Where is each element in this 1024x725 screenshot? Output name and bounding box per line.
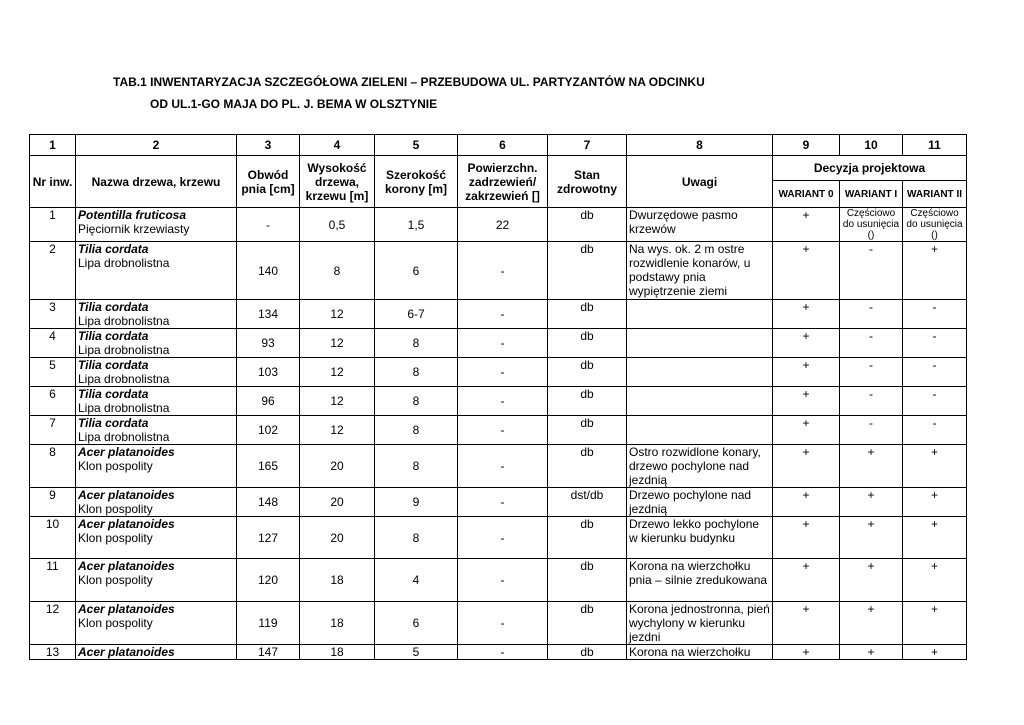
row-stan: dst/db xyxy=(548,488,627,517)
row-obwod: 134 xyxy=(237,300,300,329)
row-obwod: 148 xyxy=(237,488,300,517)
table-row xyxy=(30,387,967,416)
row-uwagi xyxy=(627,416,773,445)
row-obwod: 93 xyxy=(237,329,300,358)
row-name xyxy=(76,329,237,358)
row-uwagi: Ostro rozwidlone konary, drzewo pochylone nad jezdnią xyxy=(627,445,773,488)
table-row xyxy=(30,416,967,445)
row-nr: 8 xyxy=(30,445,76,488)
row-powierzchnia: - xyxy=(458,445,548,488)
row-wariant-1: + xyxy=(840,445,903,488)
row-powierzchnia: - xyxy=(458,602,548,645)
row-powierzchnia: - xyxy=(458,329,548,358)
column-number: 2 xyxy=(76,135,237,156)
row-obwod: 165 xyxy=(237,445,300,488)
latin-name: Tilia cordata xyxy=(78,387,149,401)
polish-name: Lipa drobnolistna xyxy=(78,314,170,328)
row-stan: db xyxy=(548,645,627,660)
row-powierzchnia: - xyxy=(458,559,548,602)
row-szerokosc: 8 xyxy=(375,387,458,416)
row-wariant-0: + xyxy=(773,559,840,602)
latin-name: Acer platanoides xyxy=(78,602,175,616)
row-wariant-0: + xyxy=(773,358,840,387)
row-wariant-1: - xyxy=(840,387,903,416)
row-wysokosc: 20 xyxy=(300,445,375,488)
column-number: 10 xyxy=(840,135,903,156)
row-wysokosc: 18 xyxy=(300,645,375,660)
row-name xyxy=(76,242,237,300)
row-szerokosc: 6 xyxy=(375,242,458,300)
polish-name: Pięciornik krzewiasty xyxy=(78,222,190,236)
row-uwagi: Korona jednostronna, pień wychylony w kierunku jezdni xyxy=(627,602,773,645)
row-wariant-2: - xyxy=(903,300,967,329)
header-name: Nazwa drzewa, krzewu xyxy=(76,156,237,208)
row-nr: 12 xyxy=(30,602,76,645)
row-wariant-0: + xyxy=(773,445,840,488)
row-wariant-2: + xyxy=(903,242,967,300)
row-uwagi: Na wys. ok. 2 m ostre rozwidlenie konarów, u podstawy pnia wypiętrzenie ziemi xyxy=(627,242,773,300)
polish-name: Klon pospolity xyxy=(78,459,153,473)
row-nr: 9 xyxy=(30,488,76,517)
polish-name: Klon pospolity xyxy=(78,573,153,587)
column-number: 4 xyxy=(300,135,375,156)
polish-name: Lipa drobnolistna xyxy=(78,401,170,415)
table-row xyxy=(30,645,967,660)
polish-name: Klon pospolity xyxy=(78,502,153,516)
row-stan: db xyxy=(548,517,627,559)
row-uwagi: Dwurzędowe pasmo krzewów xyxy=(627,208,773,242)
row-powierzchnia: - xyxy=(458,645,548,660)
row-wariant-0: + xyxy=(773,300,840,329)
row-szerokosc: 6 xyxy=(375,602,458,645)
latin-name: Potentilla fruticosa xyxy=(78,208,187,222)
row-wariant-2: - xyxy=(903,416,967,445)
polish-name: Lipa drobnolistna xyxy=(78,430,170,444)
row-powierzchnia: - xyxy=(458,300,548,329)
row-nr: 13 xyxy=(30,645,76,660)
header-wysokosc: Wysokość drzewa, krzewu [m] xyxy=(300,156,375,208)
row-wariant-1: - xyxy=(840,358,903,387)
row-wysokosc: 12 xyxy=(300,358,375,387)
latin-name: Acer platanoides xyxy=(78,488,175,502)
row-uwagi: Drzewo lekko pochylone w kierunku budynku xyxy=(627,517,773,559)
row-name xyxy=(76,416,237,445)
latin-name: Tilia cordata xyxy=(78,416,149,430)
header-obwod: Obwód pnia [cm] xyxy=(237,156,300,208)
column-number: 8 xyxy=(627,135,773,156)
row-name xyxy=(76,387,237,416)
row-stan: db xyxy=(548,559,627,602)
row-wariant-1: + xyxy=(840,488,903,517)
row-obwod: 119 xyxy=(237,602,300,645)
table-row xyxy=(30,242,967,300)
row-szerokosc: 8 xyxy=(375,416,458,445)
row-powierzchnia: - xyxy=(458,517,548,559)
column-number: 3 xyxy=(237,135,300,156)
row-wariant-1: Częściowo do usunięcia () xyxy=(840,208,903,242)
row-wariant-2: Częściowo do usunięcia () xyxy=(903,208,967,242)
row-nr: 11 xyxy=(30,559,76,602)
row-powierzchnia: - xyxy=(458,387,548,416)
column-number: 11 xyxy=(903,135,967,156)
header-uwagi: Uwagi xyxy=(627,156,773,208)
row-wariant-2: + xyxy=(903,645,967,660)
row-wariant-2: + xyxy=(903,445,967,488)
polish-name: Lipa drobnolistna xyxy=(78,343,170,357)
row-wariant-0: + xyxy=(773,208,840,242)
row-szerokosc: 8 xyxy=(375,517,458,559)
row-wysokosc: 0,5 xyxy=(300,208,375,242)
header-wariant-2: WARIANT II xyxy=(903,181,967,208)
row-name xyxy=(76,445,237,488)
row-obwod: 120 xyxy=(237,559,300,602)
row-szerokosc: 1,5 xyxy=(375,208,458,242)
row-wysokosc: 18 xyxy=(300,559,375,602)
header-row xyxy=(30,156,967,181)
row-name xyxy=(76,517,237,559)
latin-name: Acer platanoides xyxy=(78,517,175,531)
polish-name: Lipa drobnolistna xyxy=(78,256,170,270)
row-wariant-0: + xyxy=(773,329,840,358)
row-wariant-2: + xyxy=(903,517,967,559)
row-nr: 7 xyxy=(30,416,76,445)
latin-name: Tilia cordata xyxy=(78,329,149,343)
row-wariant-1: + xyxy=(840,602,903,645)
row-uwagi xyxy=(627,358,773,387)
polish-name: Klon pospolity xyxy=(78,616,153,630)
latin-name: Acer platanoides xyxy=(78,445,175,459)
document-subtitle: OD UL.1-GO MAJA DO PL. J. BEMA W OLSZTYNIE xyxy=(150,97,438,111)
header-nr: Nr inw. xyxy=(30,156,76,208)
row-stan: db xyxy=(548,300,627,329)
row-obwod: - xyxy=(237,208,300,242)
row-wysokosc: 20 xyxy=(300,488,375,517)
row-name xyxy=(76,208,237,242)
row-wariant-0: + xyxy=(773,387,840,416)
table-row xyxy=(30,329,967,358)
row-wariant-0: + xyxy=(773,488,840,517)
row-obwod: 140 xyxy=(237,242,300,300)
row-stan: db xyxy=(548,416,627,445)
column-number: 1 xyxy=(30,135,76,156)
row-szerokosc: 6-7 xyxy=(375,300,458,329)
table-row xyxy=(30,300,967,329)
row-wariant-2: + xyxy=(903,602,967,645)
table-row xyxy=(30,602,967,645)
row-powierzchnia: - xyxy=(458,488,548,517)
header-powierzchnia: Powierzchn. zadrzewień/ zakrzewień [] xyxy=(458,156,548,208)
row-stan: db xyxy=(548,387,627,416)
header-wariant-1: WARIANT I xyxy=(840,181,903,208)
row-name xyxy=(76,559,237,602)
row-stan: db xyxy=(548,208,627,242)
row-nr: 2 xyxy=(30,242,76,300)
column-number: 5 xyxy=(375,135,458,156)
row-name xyxy=(76,602,237,645)
row-wariant-1: - xyxy=(840,416,903,445)
row-szerokosc: 8 xyxy=(375,358,458,387)
row-obwod: 102 xyxy=(237,416,300,445)
row-wariant-0: + xyxy=(773,416,840,445)
row-szerokosc: 9 xyxy=(375,488,458,517)
row-wariant-1: + xyxy=(840,559,903,602)
row-name xyxy=(76,488,237,517)
header-szerokosc: Szerokość korony [m] xyxy=(375,156,458,208)
row-stan: db xyxy=(548,242,627,300)
row-wariant-0: + xyxy=(773,517,840,559)
column-number: 6 xyxy=(458,135,548,156)
document-title: TAB.1 INWENTARYZACJA SZCZEGÓŁOWA ZIELENI – PRZEBUDOWA UL. PARTYZANTÓW NA ODCINKU xyxy=(113,75,705,89)
row-wysokosc: 12 xyxy=(300,329,375,358)
latin-name: Tilia cordata xyxy=(78,300,149,314)
row-wariant-0: + xyxy=(773,242,840,300)
row-wariant-2: + xyxy=(903,559,967,602)
row-wariant-0: + xyxy=(773,602,840,645)
inventory-table xyxy=(29,134,967,660)
column-number-row xyxy=(30,135,967,156)
latin-name: Acer platanoides xyxy=(78,645,175,659)
row-nr: 10 xyxy=(30,517,76,559)
row-wysokosc: 12 xyxy=(300,416,375,445)
row-nr: 5 xyxy=(30,358,76,387)
row-wariant-0: + xyxy=(773,645,840,660)
row-szerokosc: 4 xyxy=(375,559,458,602)
row-wariant-1: - xyxy=(840,300,903,329)
row-nr: 6 xyxy=(30,387,76,416)
table-row xyxy=(30,445,967,488)
row-stan: db xyxy=(548,358,627,387)
row-szerokosc: 5 xyxy=(375,645,458,660)
row-stan: db xyxy=(548,329,627,358)
row-uwagi: Korona na wierzchołku pnia – silnie zredukowana xyxy=(627,559,773,602)
row-szerokosc: 8 xyxy=(375,329,458,358)
column-number: 7 xyxy=(548,135,627,156)
row-obwod: 127 xyxy=(237,517,300,559)
row-powierzchnia: - xyxy=(458,358,548,387)
row-name xyxy=(76,300,237,329)
row-nr: 4 xyxy=(30,329,76,358)
latin-name: Tilia cordata xyxy=(78,358,149,372)
row-wariant-1: + xyxy=(840,645,903,660)
row-wariant-1: - xyxy=(840,242,903,300)
row-wariant-1: + xyxy=(840,517,903,559)
row-obwod: 103 xyxy=(237,358,300,387)
header-wariant-0: WARIANT 0 xyxy=(773,181,840,208)
row-uwagi: Korona na wierzchołku xyxy=(627,645,773,660)
row-wysokosc: 8 xyxy=(300,242,375,300)
row-uwagi: Drzewo pochylone nad jezdnią xyxy=(627,488,773,517)
row-wariant-2: - xyxy=(903,387,967,416)
table-row xyxy=(30,358,967,387)
row-wysokosc: 12 xyxy=(300,387,375,416)
row-wariant-2: - xyxy=(903,329,967,358)
row-szerokosc: 8 xyxy=(375,445,458,488)
row-wysokosc: 18 xyxy=(300,602,375,645)
row-wariant-2: - xyxy=(903,358,967,387)
row-uwagi xyxy=(627,300,773,329)
row-wariant-2: + xyxy=(903,488,967,517)
row-obwod: 96 xyxy=(237,387,300,416)
table-row xyxy=(30,208,967,242)
latin-name: Tilia cordata xyxy=(78,242,149,256)
row-wysokosc: 20 xyxy=(300,517,375,559)
header-decyzja: Decyzja projektowa xyxy=(773,156,967,181)
table-row xyxy=(30,488,967,517)
header-stan: Stan zdrowotny xyxy=(548,156,627,208)
row-wysokosc: 12 xyxy=(300,300,375,329)
latin-name: Acer platanoides xyxy=(78,559,175,573)
row-wariant-1: - xyxy=(840,329,903,358)
row-stan: db xyxy=(548,602,627,645)
row-powierzchnia: - xyxy=(458,242,548,300)
table-row xyxy=(30,517,967,559)
row-uwagi xyxy=(627,387,773,416)
row-name xyxy=(76,645,237,660)
polish-name: Klon pospolity xyxy=(78,531,153,545)
row-stan: db xyxy=(548,445,627,488)
row-obwod: 147 xyxy=(237,645,300,660)
row-name xyxy=(76,358,237,387)
row-powierzchnia: - xyxy=(458,416,548,445)
polish-name: Lipa drobnolistna xyxy=(78,372,170,386)
row-powierzchnia: 22 xyxy=(458,208,548,242)
row-nr: 3 xyxy=(30,300,76,329)
table-row xyxy=(30,559,967,602)
row-uwagi xyxy=(627,329,773,358)
column-number: 9 xyxy=(773,135,840,156)
row-nr: 1 xyxy=(30,208,76,242)
